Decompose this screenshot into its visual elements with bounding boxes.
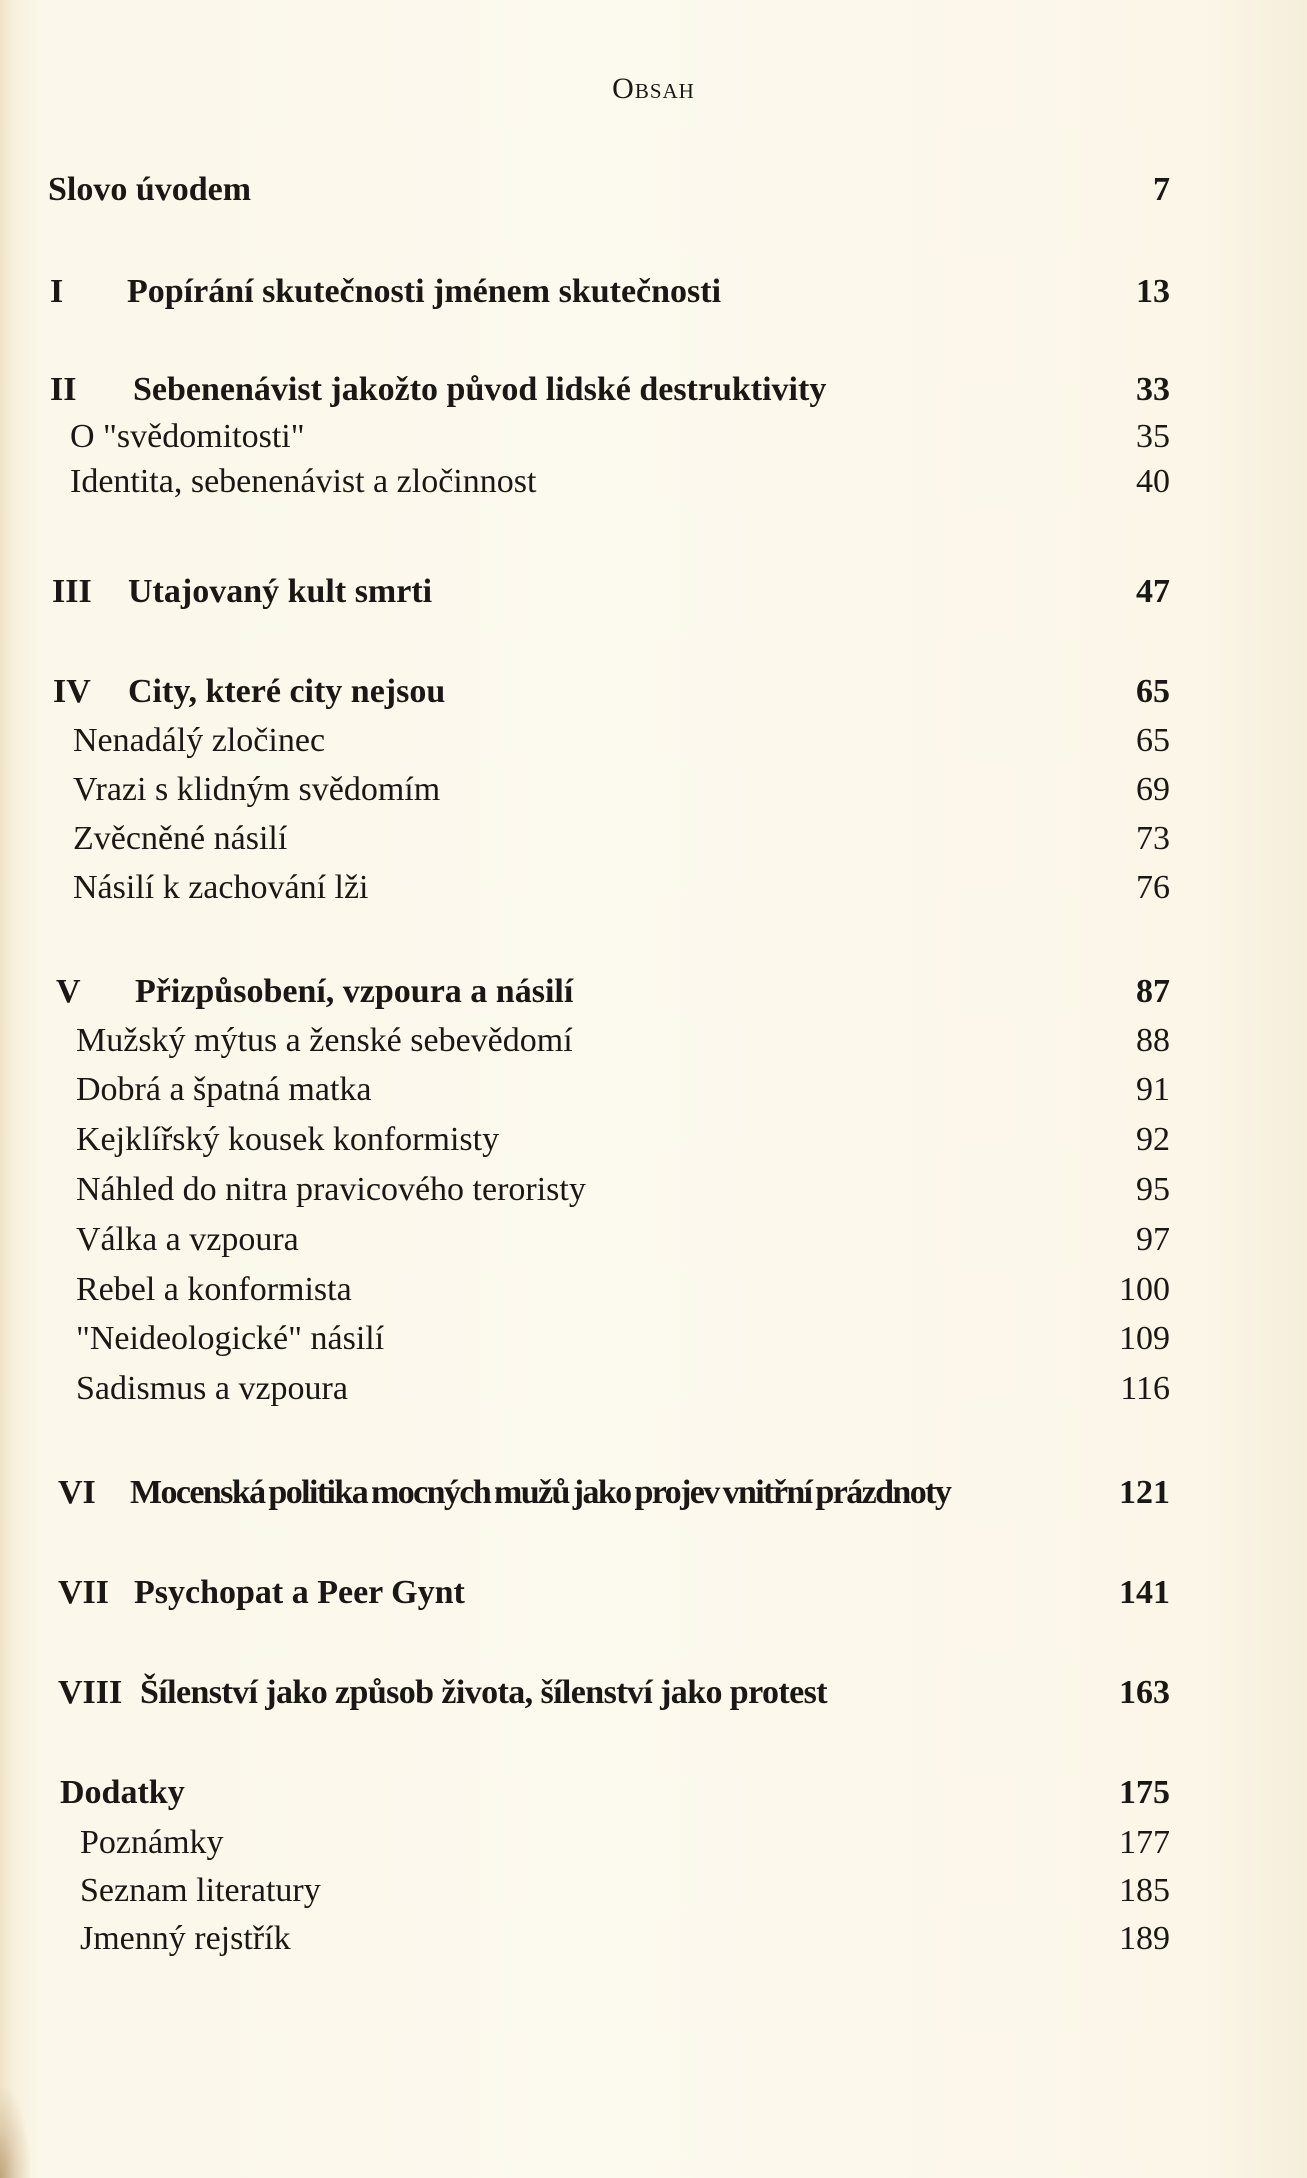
section-page: 76 [1136, 869, 1170, 906]
chapter-page: 87 [1136, 973, 1170, 1010]
chapter-number: VI [58, 1474, 96, 1511]
section-title: O "svědomitosti" [70, 418, 305, 455]
chapter-title: Utajovaný kult smrti [128, 573, 433, 610]
section-title: Dobrá a špatná matka [76, 1071, 372, 1108]
toc-entry-intro[interactable] [0, 157, 1307, 207]
section-page: 109 [1119, 1320, 1170, 1357]
section-page: 35 [1136, 418, 1170, 455]
chapter-page: 47 [1136, 573, 1170, 610]
toc-section[interactable] [0, 708, 1307, 758]
section-page: 73 [1136, 820, 1170, 857]
page-title: Obsah [612, 72, 695, 105]
section-title: Nenadálý zločinec [73, 722, 326, 759]
toc-section[interactable] [0, 855, 1307, 905]
chapter-page: 65 [1136, 673, 1170, 710]
chapter-page: 121 [1119, 1474, 1170, 1511]
chapter-page: 13 [1136, 273, 1170, 310]
section-page: 100 [1119, 1271, 1170, 1308]
toc-section[interactable] [0, 1356, 1307, 1406]
appendix-title: Dodatky [60, 1774, 185, 1811]
chapter-title: Psychopat a Peer Gynt [134, 1574, 465, 1611]
toc-section[interactable] [0, 1906, 1307, 1956]
toc-chapter-4[interactable] [0, 659, 1307, 709]
chapter-title: Popírání skutečnosti jménem skutečnosti [127, 273, 722, 310]
section-page: 189 [1119, 1920, 1170, 1957]
section-title: Válka a vzpoura [76, 1221, 299, 1258]
section-page: 88 [1136, 1022, 1170, 1059]
section-title: Náhled do nitra pravicového teroristy [76, 1171, 586, 1208]
chapter-number: IV [53, 673, 91, 710]
chapter-number: I [50, 273, 64, 310]
toc-section[interactable] [0, 1008, 1307, 1058]
chapter-number: VII [58, 1574, 110, 1611]
chapter-number: VIII [58, 1674, 123, 1711]
toc-section[interactable] [0, 1107, 1307, 1157]
section-title: Sadismus a vzpoura [76, 1370, 348, 1407]
toc-section[interactable] [0, 1207, 1307, 1257]
toc-section[interactable] [0, 1858, 1307, 1908]
toc-section[interactable] [0, 806, 1307, 856]
toc-chapter-5[interactable] [0, 959, 1307, 1009]
toc-section[interactable] [0, 1306, 1307, 1356]
paper-stain [0, 2088, 30, 2178]
section-page: 97 [1136, 1221, 1170, 1258]
section-page: 92 [1136, 1121, 1170, 1158]
section-page: 65 [1136, 722, 1170, 759]
section-title: "Neideologické" násilí [76, 1320, 385, 1357]
toc-section[interactable] [0, 1810, 1307, 1860]
toc-chapter-7[interactable] [0, 1560, 1307, 1610]
section-page: 185 [1119, 1872, 1170, 1909]
section-title: Jmenný rejstřík [80, 1920, 291, 1957]
chapter-page: 33 [1136, 371, 1170, 408]
toc-chapter-8[interactable] [0, 1660, 1307, 1710]
toc-section[interactable] [0, 449, 1307, 499]
toc-entry-page: 7 [1153, 171, 1170, 208]
chapter-title: Mocenská politika mocných mužů jako projev vnitřní prázdnoty [130, 1474, 951, 1511]
section-title: Kejklířský kousek konformisty [76, 1121, 500, 1158]
section-title: Vrazi s klidným svědomím [73, 771, 441, 808]
section-page: 177 [1119, 1824, 1170, 1861]
section-page: 40 [1136, 463, 1170, 500]
toc-appendix[interactable] [0, 1760, 1307, 1810]
chapter-page: 163 [1119, 1674, 1170, 1711]
section-title: Zvěcněné násilí [73, 820, 288, 857]
toc-section[interactable] [0, 404, 1307, 454]
section-title: Seznam literatury [80, 1872, 321, 1909]
chapter-number: II [50, 371, 77, 408]
section-title: Rebel a konformista [76, 1271, 352, 1308]
section-title: Mužský mýtus a ženské sebevědomí [76, 1022, 573, 1059]
section-title: Identita, sebenenávist a zločinnost [70, 463, 537, 500]
toc-section[interactable] [0, 757, 1307, 807]
chapter-title: Šílenství jako způsob života, šílenství jako protest [140, 1674, 827, 1711]
chapter-page: 141 [1119, 1574, 1170, 1611]
section-page: 91 [1136, 1071, 1170, 1108]
chapter-title: City, které city nejsou [128, 673, 446, 710]
toc-entry-title: Slovo úvodem [48, 171, 252, 208]
section-page: 95 [1136, 1171, 1170, 1208]
section-title: Násilí k zachování lži [73, 869, 369, 906]
section-page: 116 [1120, 1370, 1170, 1407]
toc-chapter-2[interactable] [0, 357, 1307, 407]
toc-section[interactable] [0, 1157, 1307, 1207]
toc-chapter-1[interactable] [0, 259, 1307, 309]
chapter-number: V [56, 973, 81, 1010]
chapter-number: III [52, 573, 92, 610]
chapter-title: Sebenenávist jakožto původ lidské destruktivity [133, 371, 827, 408]
section-title: Poznámky [80, 1824, 224, 1861]
toc-chapter-3[interactable] [0, 559, 1307, 609]
toc-section[interactable] [0, 1257, 1307, 1307]
appendix-page: 175 [1119, 1774, 1170, 1811]
chapter-title: Přizpůsobení, vzpoura a násilí [135, 973, 574, 1010]
toc-section[interactable] [0, 1057, 1307, 1107]
toc-chapter-6[interactable] [0, 1460, 1307, 1510]
section-page: 69 [1136, 771, 1170, 808]
